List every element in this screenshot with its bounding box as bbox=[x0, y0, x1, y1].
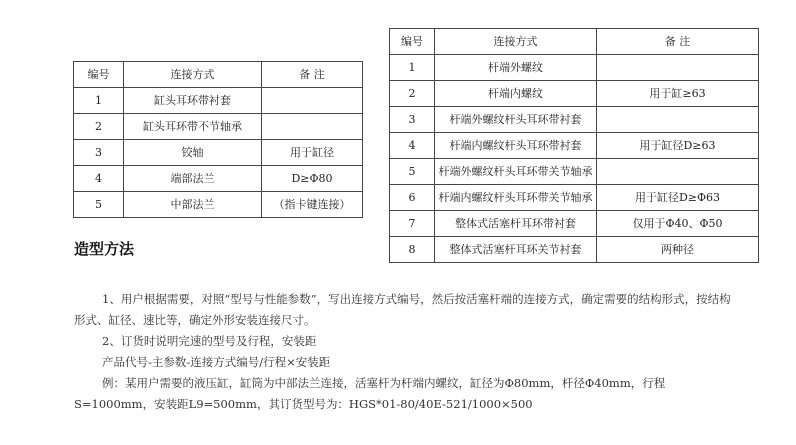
cell-number: 6 bbox=[390, 185, 435, 211]
cell-remark: 用于缸径 bbox=[262, 140, 363, 166]
table-row bbox=[390, 211, 759, 237]
cell-connection: 中部法兰 bbox=[124, 192, 262, 218]
table-row bbox=[390, 237, 759, 263]
cell-number: 2 bbox=[74, 114, 124, 140]
cell-number: 5 bbox=[74, 192, 124, 218]
paragraph-step-2: 2、订货时说明完速的型号及行程，安装距 bbox=[102, 334, 317, 348]
table-row bbox=[74, 114, 363, 140]
cell-remark bbox=[597, 159, 759, 185]
cell-number: 5 bbox=[390, 159, 435, 185]
table-row bbox=[390, 81, 759, 107]
cell-remark: 仅用于Φ40、Φ50 bbox=[597, 211, 759, 237]
cell-connection: 杆端外螺纹 bbox=[435, 55, 597, 81]
cell-connection: 缸头耳环带不节轴承 bbox=[124, 114, 262, 140]
cell-remark: 两种径 bbox=[597, 237, 759, 263]
table-row bbox=[390, 185, 759, 211]
paragraph-step-1: 1、用户根据需要，对照“型号与性能参数”，写出连接方式编号，然后按活塞杆端的连接方式，确定需要的结构形式，按结构形式、缸径、速比等，确定外形安装连接尺寸。 bbox=[74, 292, 731, 327]
cell-remark bbox=[597, 55, 759, 81]
cell-remark bbox=[262, 88, 363, 114]
table-row bbox=[390, 159, 759, 185]
connection-table-rod-end bbox=[389, 28, 759, 263]
connection-table-cylinder bbox=[73, 61, 363, 218]
cell-number: 2 bbox=[390, 81, 435, 107]
table-header-row bbox=[74, 62, 363, 88]
paragraph-format: 产品代号-主参数-连接方式编号/行程×安装距 bbox=[102, 355, 331, 369]
header-connection: 连接方式 bbox=[124, 62, 262, 88]
table-row bbox=[390, 107, 759, 133]
table-row bbox=[390, 55, 759, 81]
table-header-row bbox=[390, 29, 759, 55]
table-row bbox=[74, 192, 363, 218]
cell-number: 4 bbox=[74, 166, 124, 192]
cell-connection: 杆端外螺纹杆头耳环带关节轴承 bbox=[435, 159, 597, 185]
cell-remark: （指卡键连接） bbox=[262, 192, 363, 218]
cell-number: 3 bbox=[390, 107, 435, 133]
cell-number: 3 bbox=[74, 140, 124, 166]
cell-connection: 杆端内螺纹杆头耳环带衬套 bbox=[435, 133, 597, 159]
cell-remark: 用于缸径D≥63 bbox=[597, 133, 759, 159]
cell-number: 8 bbox=[390, 237, 435, 263]
cell-connection: 端部法兰 bbox=[124, 166, 262, 192]
header-number: 编号 bbox=[390, 29, 435, 55]
instructions-body bbox=[74, 289, 736, 415]
cell-number: 7 bbox=[390, 211, 435, 237]
cell-remark: 用于缸≥63 bbox=[597, 81, 759, 107]
cell-connection: 铰轴 bbox=[124, 140, 262, 166]
cell-connection: 缸头耳环带衬套 bbox=[124, 88, 262, 114]
header-number: 编号 bbox=[74, 62, 124, 88]
cell-number: 1 bbox=[74, 88, 124, 114]
header-remark: 备 注 bbox=[262, 62, 363, 88]
cell-connection: 整体式活塞杆耳环带衬套 bbox=[435, 211, 597, 237]
cell-remark bbox=[597, 107, 759, 133]
section-title: 造型方法 bbox=[74, 240, 135, 258]
cell-connection: 杆端外螺纹杆头耳环带衬套 bbox=[435, 107, 597, 133]
paragraph-example: 例：某用户需要的液压缸，缸筒为中部法兰连接，活塞杆为杆端内螺纹，缸径为Φ80mm，杆径Φ40mm，行程S=1000mm，安装距L9=500mm，其订货型号为：HGS*01-80/40E-521/1000×500 bbox=[74, 376, 666, 411]
cell-remark: 用于缸径D≥Φ63 bbox=[597, 185, 759, 211]
table-row bbox=[74, 88, 363, 114]
cell-remark: D≥Φ80 bbox=[262, 166, 363, 192]
cell-remark bbox=[262, 114, 363, 140]
cell-number: 4 bbox=[390, 133, 435, 159]
cell-connection: 杆端内螺纹 bbox=[435, 81, 597, 107]
table-row bbox=[74, 166, 363, 192]
header-remark: 备 注 bbox=[597, 29, 759, 55]
cell-connection: 整体式活塞杆耳环关节衬套 bbox=[435, 237, 597, 263]
table-row bbox=[74, 140, 363, 166]
cell-number: 1 bbox=[390, 55, 435, 81]
header-connection: 连接方式 bbox=[435, 29, 597, 55]
cell-connection: 杆端内螺纹杆头耳环带关节轴承 bbox=[435, 185, 597, 211]
table-row bbox=[390, 133, 759, 159]
